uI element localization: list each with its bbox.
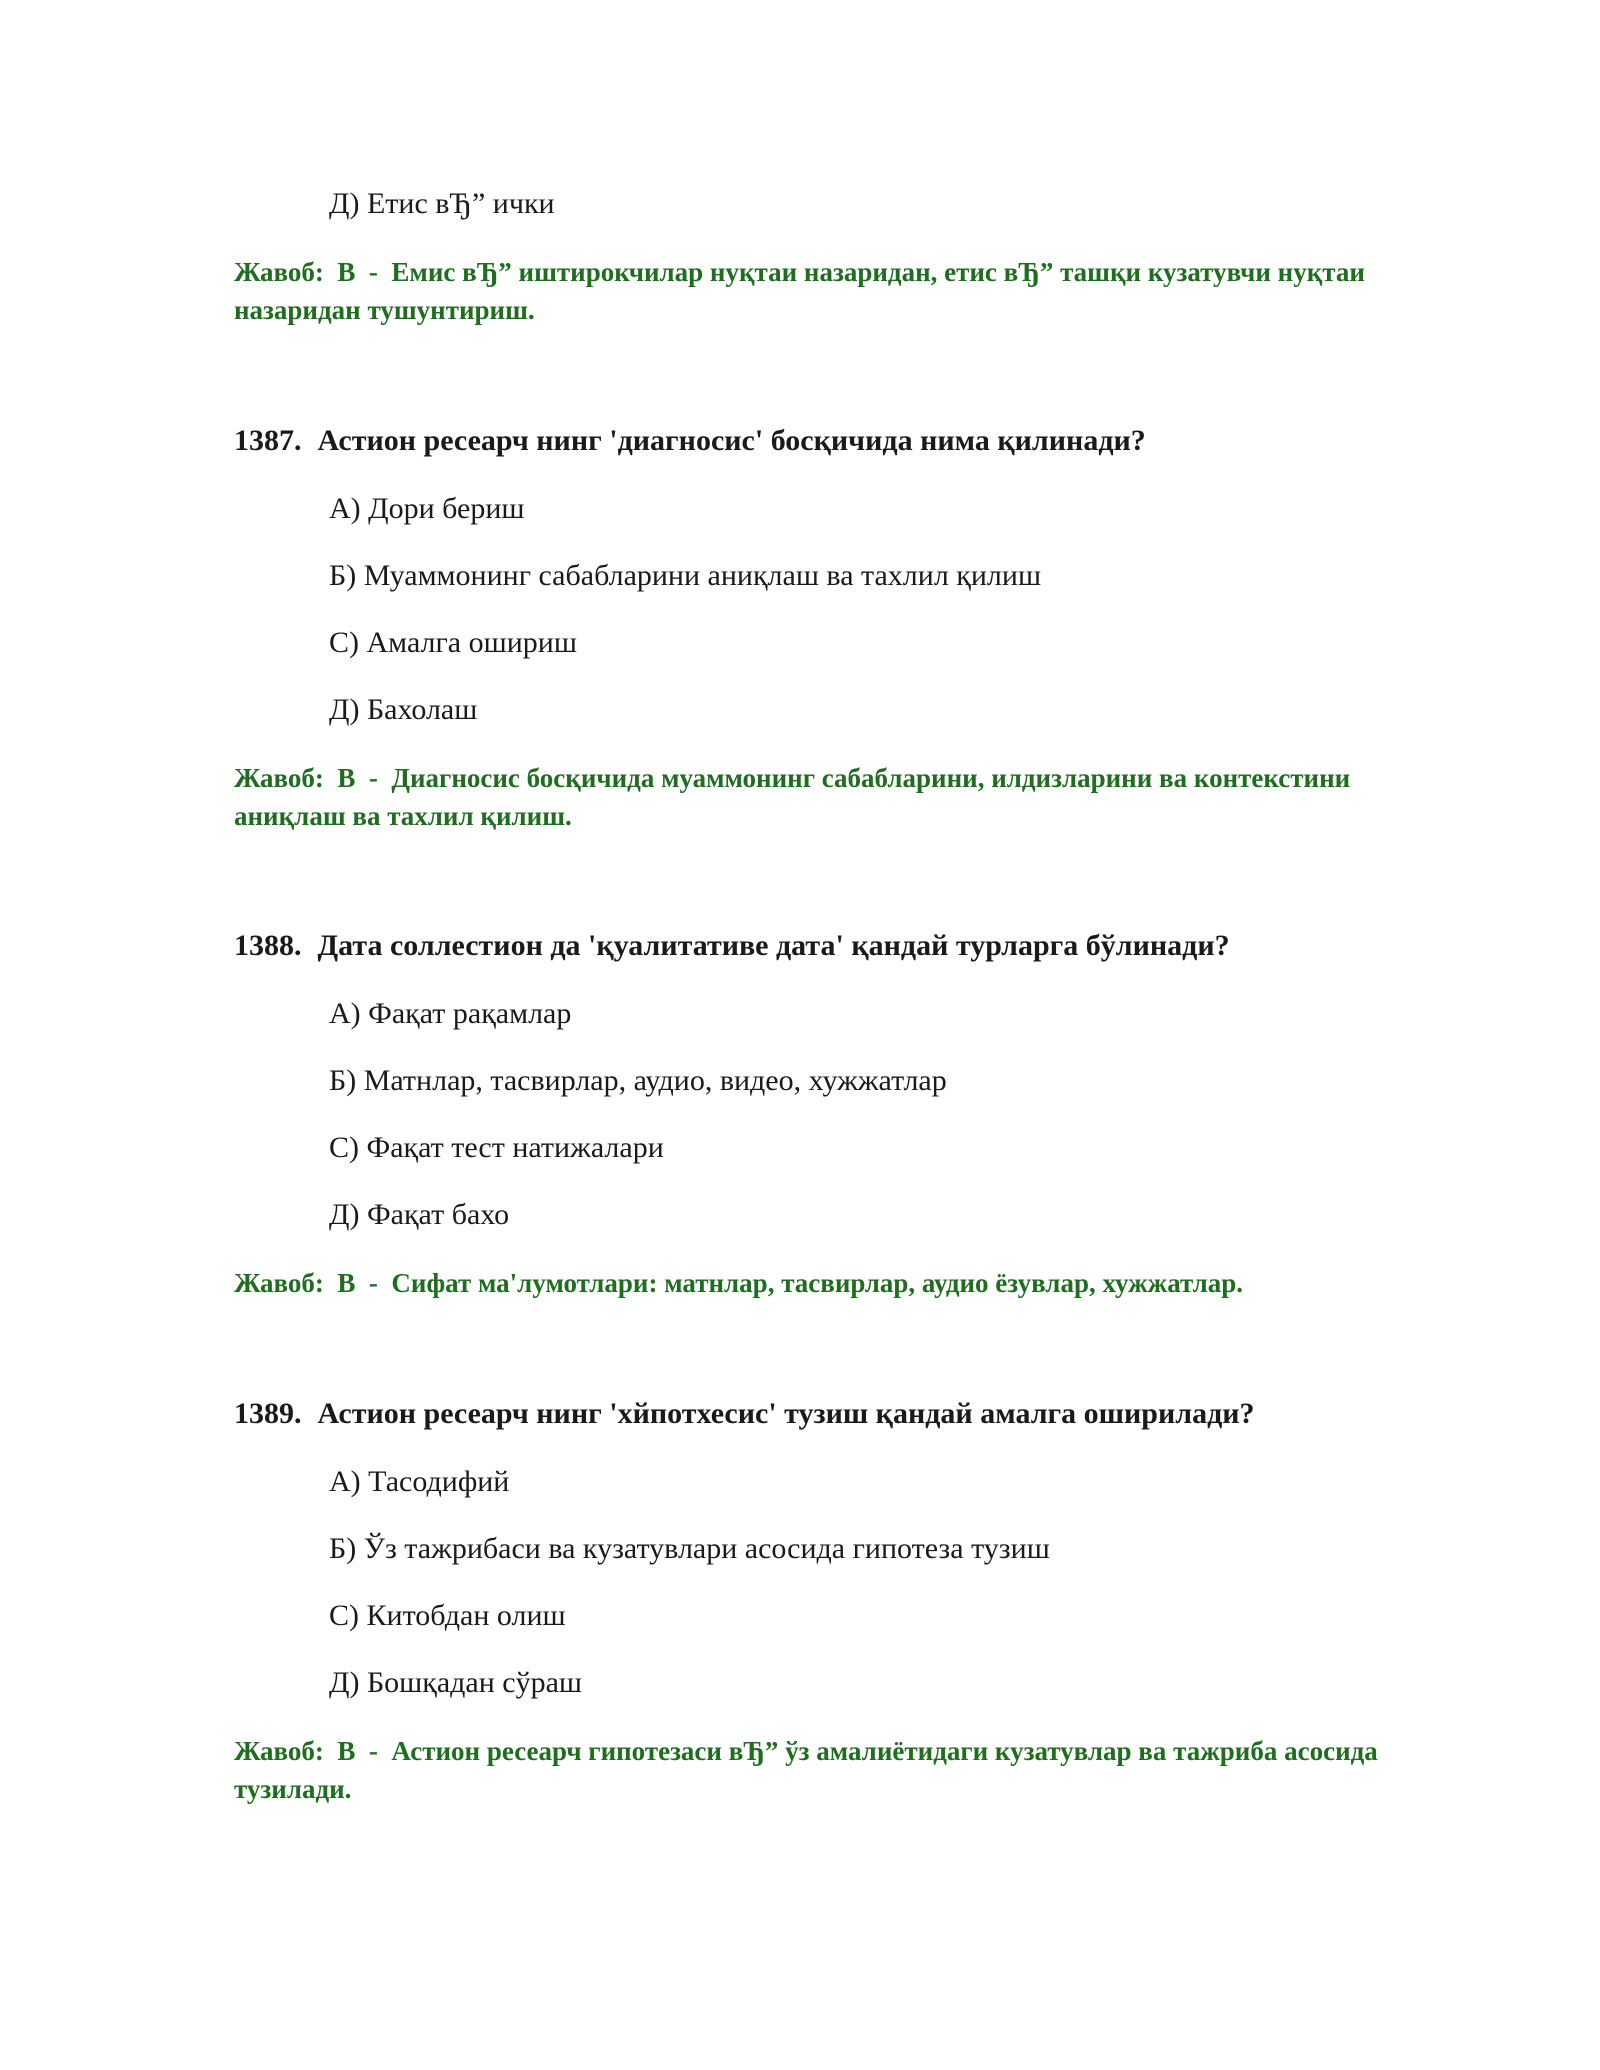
option-c: С) Амалга ошириш [329, 626, 577, 659]
option-c: С) Китобдан олиш [329, 1599, 566, 1632]
answer-prefix: Жавоб: B - [234, 763, 392, 793]
option-a: А) Фақат рақамлар [329, 997, 572, 1030]
answer-text: Емис вЂ” иштирокчилар нуқтаи назаридан, етис вЂ” ташқи кузатувчи нуқтаи назаридан тушунтириш. [234, 257, 1365, 325]
option-d: Д) Бахолаш [329, 693, 478, 726]
option-a: А) Тасодифий [329, 1465, 510, 1498]
question-text: Дата соллестион да 'қуалитативе дата' қандай турларга бўлинади? [317, 929, 1230, 962]
question-text: Астион ресеарч нинг 'хйпотхесис' тузиш қандай амалга оширилади? [317, 1397, 1255, 1430]
option-a: А) Дори бериш [329, 492, 525, 525]
question-title [234, 423, 1146, 459]
answer-prefix: Жавоб: B - [234, 1268, 392, 1298]
option-c: С) Фақат тест натижалари [329, 1131, 664, 1164]
option-b: Б) Ўз тажрибаси ва кузатувлари асосида гипотеза тузиш [329, 1532, 1050, 1565]
question-number: 1388. [234, 929, 302, 962]
question-title [234, 1396, 1255, 1432]
answer-block [234, 759, 1384, 835]
option-b: Б) Матнлар, тасвирлар, аудио, видео, хужжатлар [329, 1064, 947, 1097]
question-title [234, 928, 1230, 964]
answer-text: Сифат ма'лумотлари: матнлар, тасвирлар, аудио ёзувлар, хужжатлар. [391, 1268, 1244, 1298]
option-d: Д) Етис вЂ” ички [329, 187, 555, 220]
answer-block [234, 253, 1384, 329]
option-d: Д) Фақат бахо [329, 1198, 510, 1231]
answer-block [234, 1264, 1384, 1302]
question-number: 1389. [234, 1397, 302, 1430]
answer-text: Астион ресеарч гипотезаси вЂ” ўз амалиётидаги кузатувлар ва тажриба асосида тузилади. [234, 1736, 1378, 1804]
answer-text: Диагносис босқичида муаммонинг сабабларини, илдизларини ва контекстини аниқлаш ва тахлил қилиш. [234, 763, 1351, 831]
answer-prefix: Жавоб: B - [234, 257, 392, 287]
question-text: Астион ресеарч нинг 'диагносис' босқичида нима қилинади? [317, 424, 1146, 457]
option-d: Д) Бошқадан сўраш [329, 1666, 583, 1699]
option-b: Б) Муаммонинг сабабларини аниқлаш ва тахлил қилиш [329, 559, 1042, 592]
answer-block [234, 1732, 1384, 1808]
question-number: 1387. [234, 424, 302, 457]
answer-prefix: Жавоб: B - [234, 1736, 392, 1766]
